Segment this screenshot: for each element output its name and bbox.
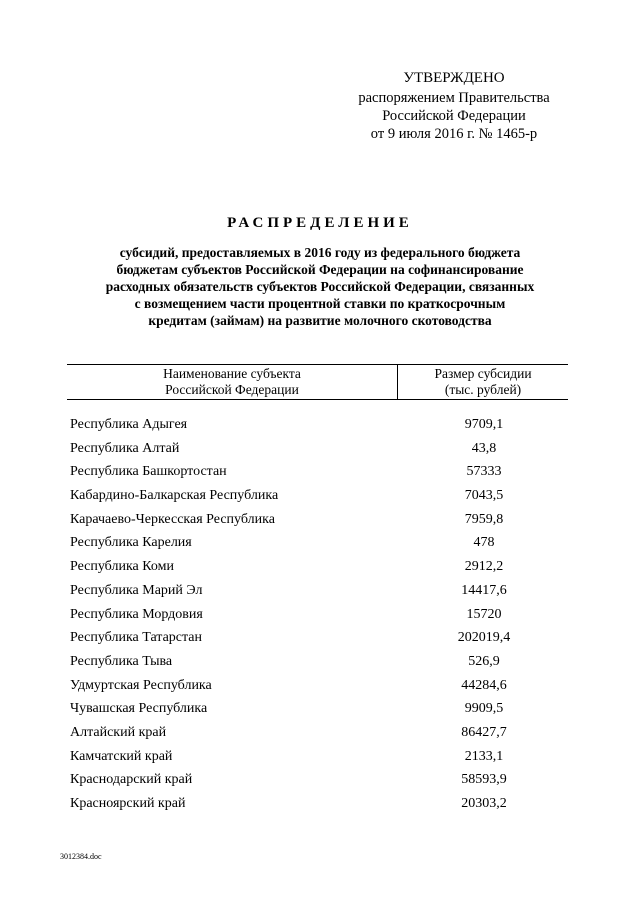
region-name: Чувашская Республика [70,701,208,717]
subsidy-value: 20303,2 [461,796,507,811]
region-name: Камчатский край [70,748,173,764]
column-header-line: Размер субсидии [434,366,532,381]
table-row [70,651,568,675]
approval-block [338,68,570,143]
region-name: Республика Марий Эл [70,582,203,598]
subtitle-line: субсидий, предоставляемых в 2016 году из федерального бюджета [119,245,521,260]
region-name: Алтайский край [70,724,167,740]
subsidy-value: 478 [473,535,495,551]
approval-line-3: от 9 июля 2016 г. № 1465-р [370,126,538,142]
table-row [70,746,568,770]
table-row [70,604,568,628]
region-name: Республика Тыва [70,653,173,669]
subtitle-line: расходных обязательств субъектов Российской Федерации, связанных [105,279,535,294]
region-name: Республика Мордовия [70,606,203,622]
subsidy-value: 526,9 [468,653,500,669]
table-row [70,722,568,746]
document-footer: 3012384.doc [60,852,102,861]
column-header-line: (тыс. рублей) [444,382,522,397]
subsidy-value: 15720 [466,606,502,622]
table-row [70,461,568,485]
subsidy-value: 9909,5 [464,701,504,717]
table-row [70,509,568,533]
table-row [70,793,568,817]
table-row [70,675,568,699]
region-name: Республика Адыгея [70,417,188,432]
table-row [70,414,568,438]
subsidy-value: 58593,9 [461,772,507,788]
table-header [67,364,568,400]
column-header-region [67,366,397,398]
region-name: Кабардино-Балкарская Республика [70,488,279,504]
column-header-line: Российской Федерации [165,382,299,397]
table-row [70,627,568,651]
subsidy-value: 7959,8 [464,511,504,527]
approval-heading: УТВЕРЖДЕНО [403,70,505,86]
region-name: Республика Татарстан [70,630,203,646]
table-row [70,438,568,462]
table-row [70,556,568,580]
table-body [70,414,568,817]
subtitle-line: с возмещением части процентной ставки по краткосрочным [134,296,506,311]
subsidy-value: 7043,5 [464,488,504,504]
document-subtitle [60,244,580,329]
subsidy-value: 2912,2 [464,559,504,575]
document-title: РАСПРЕДЕЛЕНИЕ [227,215,413,231]
subsidy-value: 9709,1 [464,417,504,432]
subsidy-value: 44284,6 [461,677,507,693]
column-header-subsidy [398,366,568,398]
table-row [70,580,568,604]
table-row [70,769,568,793]
region-name: Республика Башкортостан [70,464,227,480]
region-name: Удмуртская Республика [70,677,212,693]
region-name: Краснодарский край [70,772,193,788]
subtitle-line: кредитам (займам) на развитие молочного скотоводства [148,313,492,328]
region-name: Республика Алтай [70,440,180,456]
column-header-line: Наименование субъекта [163,366,301,381]
table-row [70,532,568,556]
region-name: Республика Карелия [70,535,192,551]
subsidy-value: 2133,1 [464,748,504,764]
subtitle-line: бюджетам субъектов Российской Федерации на софинансирование [116,262,524,277]
subsidy-value: 43,8 [471,440,497,456]
subsidy-value: 202019,4 [457,630,511,646]
subsidy-value: 14417,6 [461,582,507,598]
region-name: Республика Коми [70,559,174,575]
subsidy-value: 86427,7 [461,724,507,740]
subsidy-value: 57333 [466,464,502,480]
region-name: Красноярский край [70,796,186,811]
table-row [70,485,568,509]
approval-line-2: Российской Федерации [382,108,526,124]
table-row [70,698,568,722]
approval-line-1: распоряжением Правительства [358,90,550,106]
region-name: Карачаево-Черкесская Республика [70,511,275,527]
